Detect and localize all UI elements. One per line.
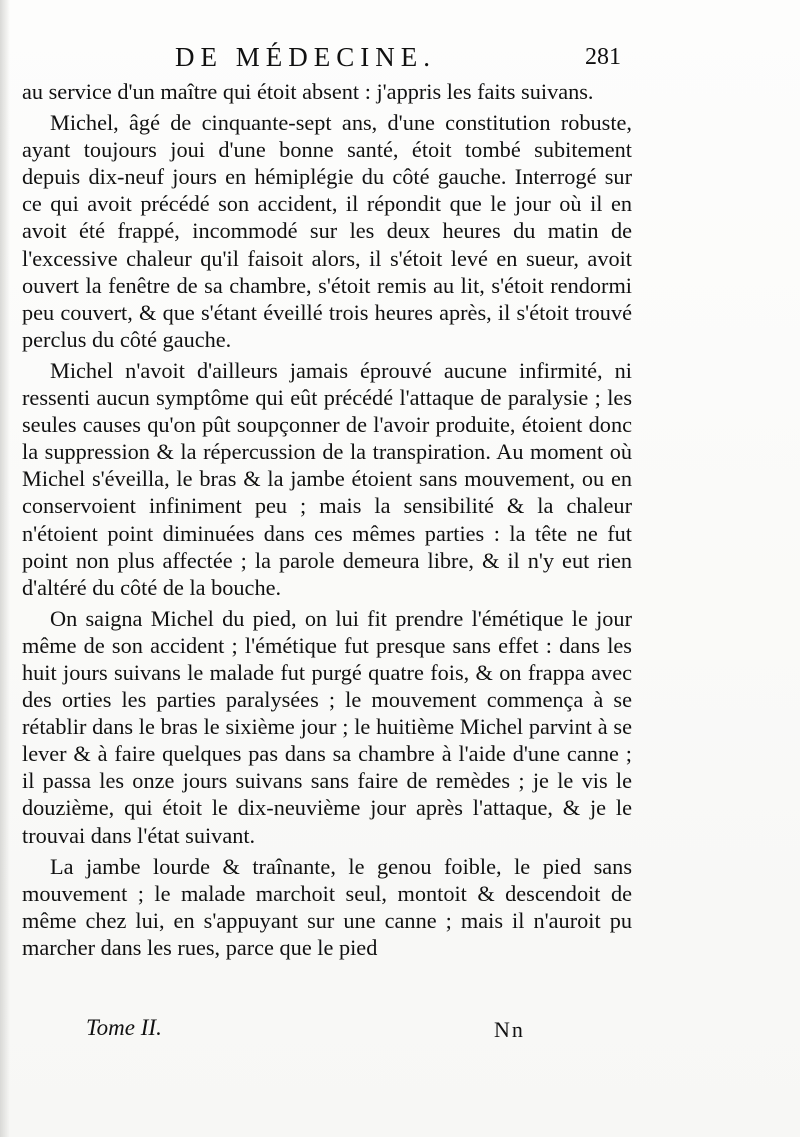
page-footer — [0, 1015, 800, 1055]
page-header — [0, 42, 800, 82]
paragraph: au service d'un maître qui étoit absent : j'appris les faits suivans. — [22, 79, 594, 104]
body-text — [22, 78, 632, 961]
page-number: 281 — [585, 44, 621, 70]
paragraph: Michel n'avoit d'ailleurs jamais éprouvé aucune infirmité, ni ressenti aucun symptôme qui eût précédé l'attaque de paralysie ; les seules causes qu'on pût soupçonner de l'avoir produite, étoient donc la suppression & la répercussion de la transpiration. Au moment où Michel s'éveilla, le bras & la jambe étoient sans mouvement, ou en conservoient infiniment peu ; mais la sensibilité & la chaleur n'étoient point diminuées dans ces mêmes parties : la tête ne fut point non plus affectée ; la parole demeura libre, & il n'y eut rien d'altéré du côté de la bouche. — [22, 357, 632, 600]
gutter-shadow — [0, 0, 10, 1137]
volume-label: Tome II. — [86, 1015, 162, 1040]
signature-mark: Nn — [494, 1017, 525, 1042]
running-title: DE MÉDECINE. — [175, 42, 436, 72]
paragraph: La jambe lourde & traînante, le genou foible, le pied sans mouvement ; le malade marchoit seul, montoit & descendoit de même chez lui, en s'appuyant sur une canne ; mais il n'auroit pu marcher dans les rues, parce que le pied — [22, 853, 632, 960]
paragraph: On saigna Michel du pied, on lui fit prendre l'émétique le jour même de son accident ; l'émétique fut presque sans effet : dans les huit jours suivans le malade fut purgé quatre fois, & on frappa avec des orties les parties paralysées ; le mouvement commença à se rétablir dans le bras le sixième jour ; le huitième Michel parvint à se lever & à faire quelques pas dans sa chambre à l'aide d'une canne ; il passa les onze jours suivans sans faire de remèdes ; je le vis le douzième, qui étoit le dix-neuvième jour après l'attaque, & je le trouvai dans l'état suivant. — [22, 605, 632, 848]
paragraph: Michel, âgé de cinquante-sept ans, d'une constitution robuste, ayant toujours joui d'une bonne santé, étoit tombé subitement depuis dix-neuf jours en hémiplégie du côté gauche. Interrogé sur ce qui avoit précédé son accident, il répondit que le jour où il en avoit été frappé, incommodé sur les deux heures du matin de l'excessive chaleur qu'il faisoit alors, il s'étoit levé en sueur, avoit ouvert la fenêtre de sa chambre, s'étoit remis au lit, s'étoit rendormi peu couvert, & que s'étant éveillé trois heures après, il s'étoit trouvé perclus du côté gauche. — [22, 110, 632, 352]
